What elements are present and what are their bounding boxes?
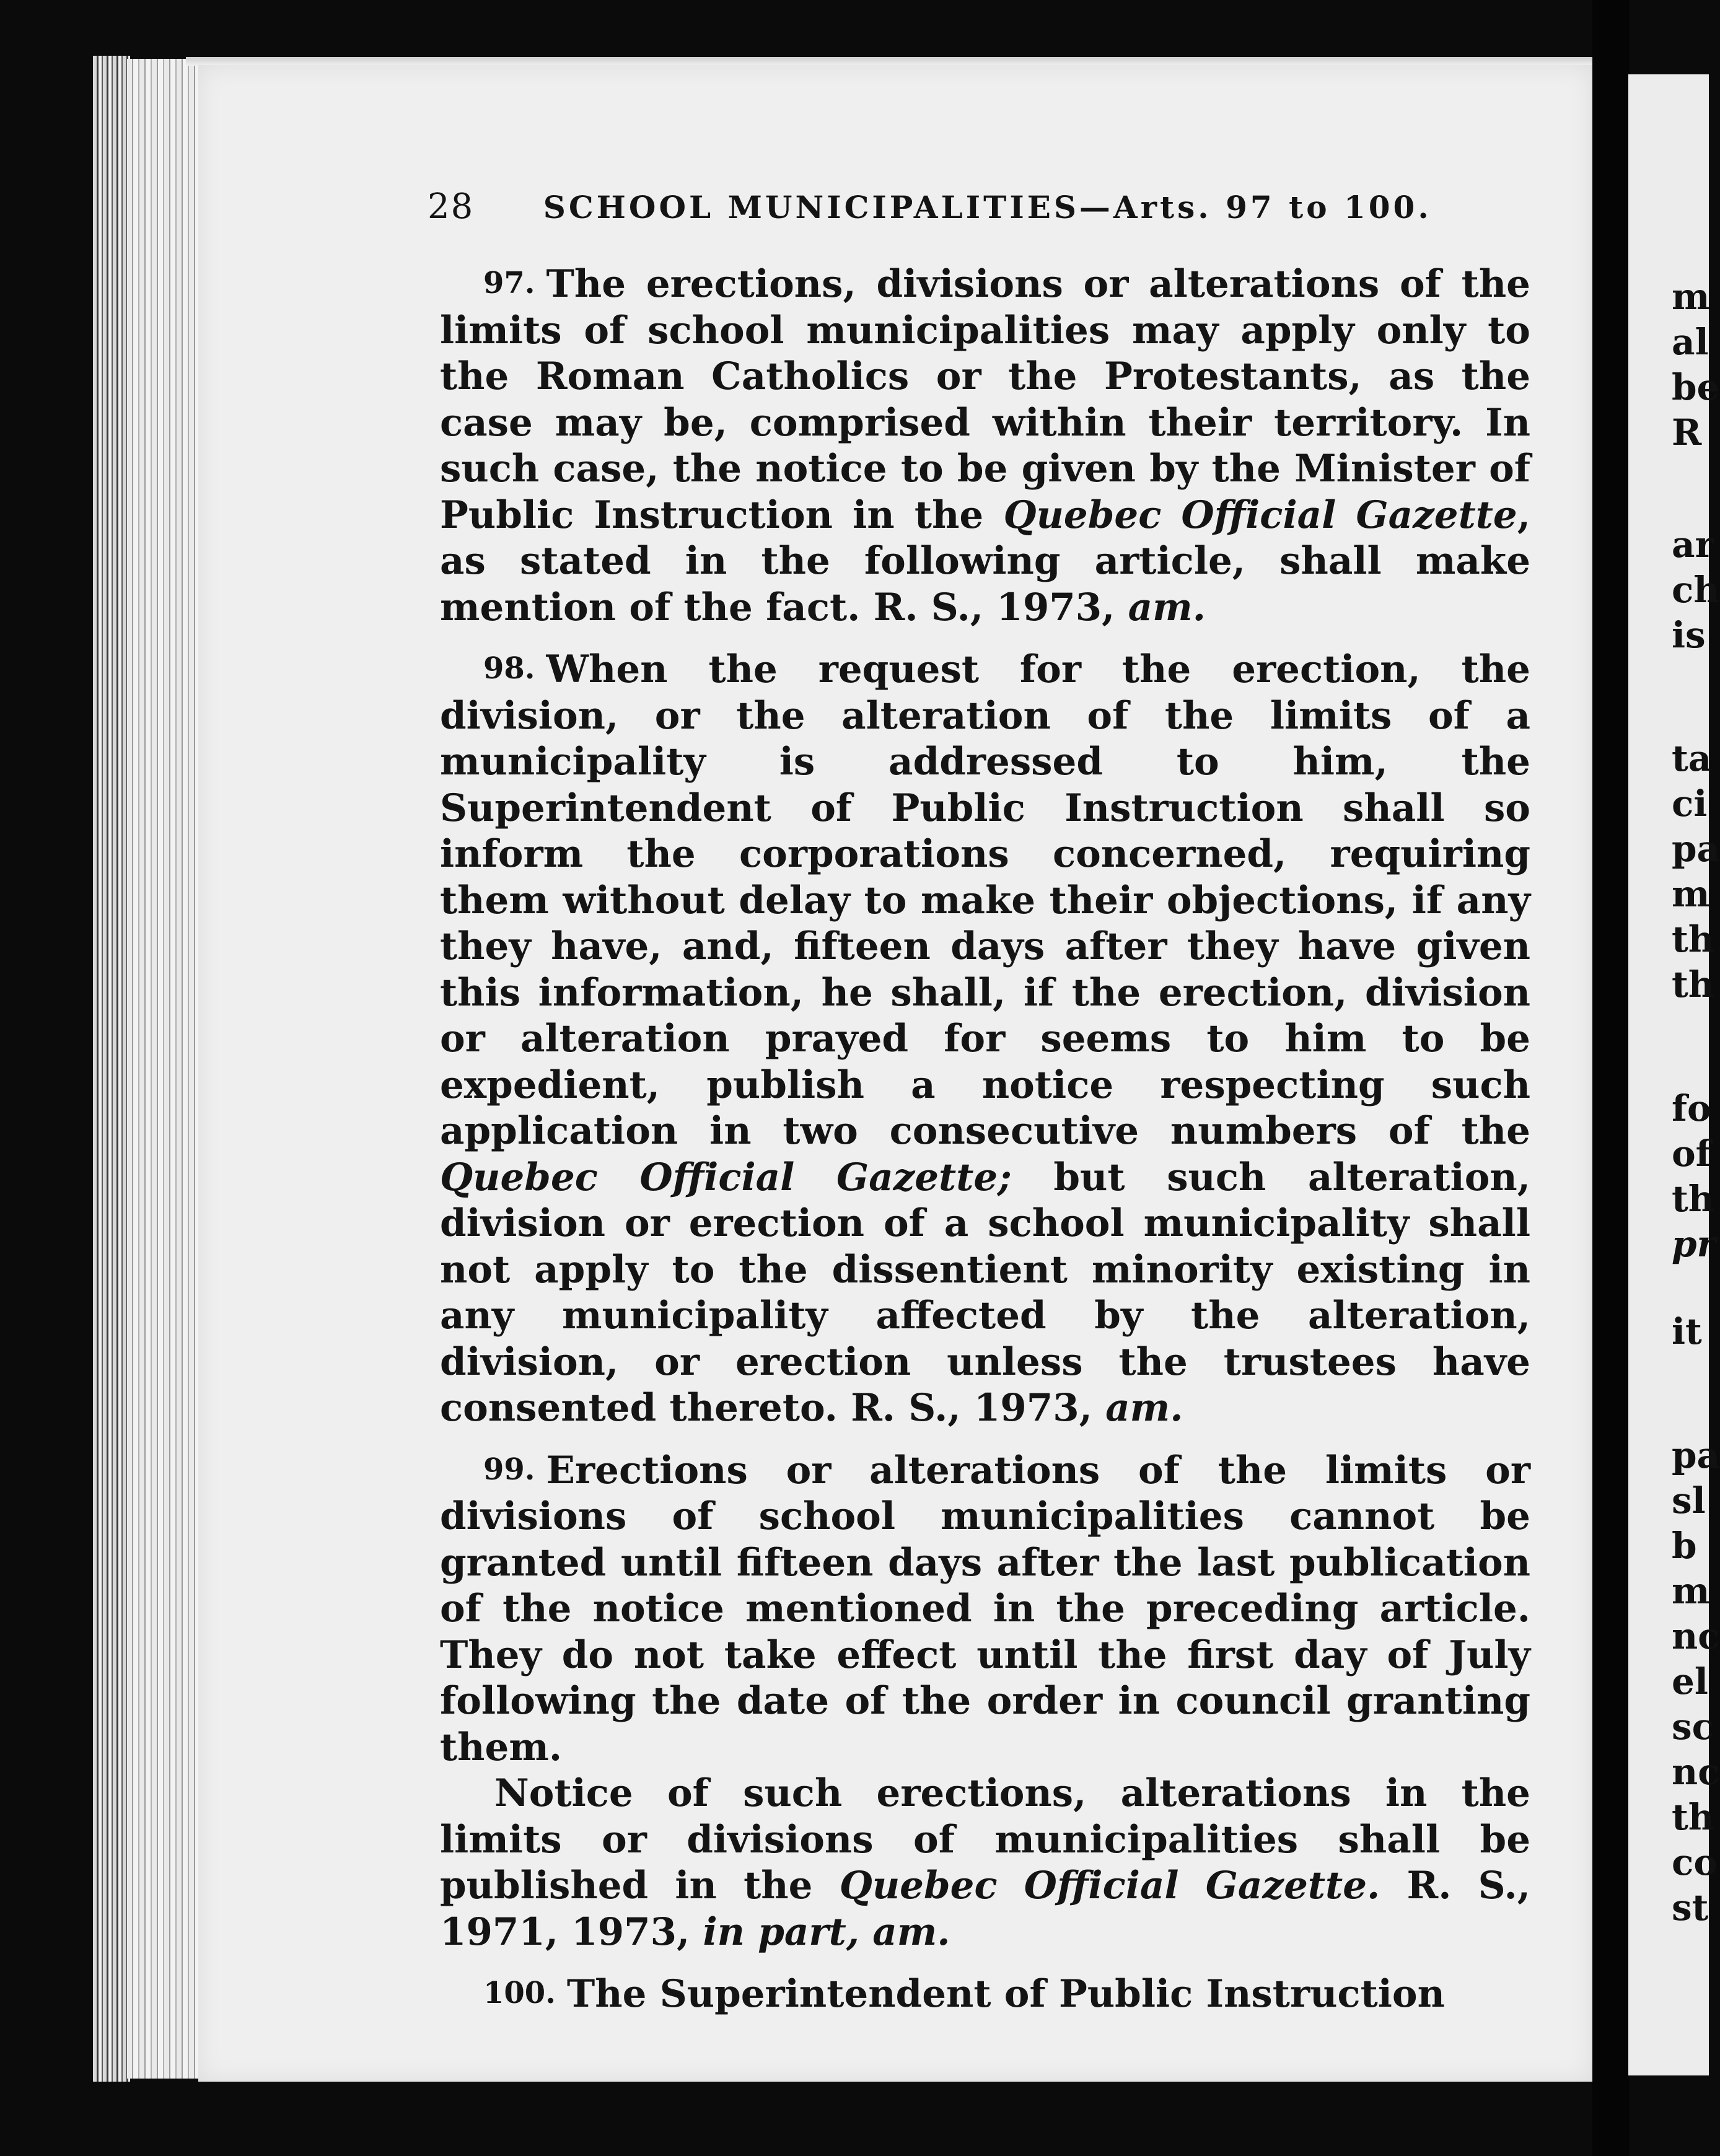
facing-page [1628, 74, 1720, 2075]
article-97: 97. The erections, divisions or alterations of the limits of school municipalities may apply only to the Roman Catholics or the Protestants, as the case may be, comprised within their territory. In such case, the notice to be given by the Minister of Public Instruction in the Quebec Official Gazette, as stated in the following article, shall make mention of the fact. R. S., 1973, am. [440, 262, 1530, 629]
facing-line: m [1672, 873, 1710, 915]
facing-line: th [1672, 918, 1714, 960]
book-page-edges [93, 56, 130, 2082]
facing-line: pa [1672, 1434, 1720, 1476]
article-99-notice: Notice of such erections, alterations in the limits or divisions of municipalities shall be published in the Quebec Official Gazette. R. S., 1971, 1973, in part, am. [440, 1771, 1531, 1954]
facing-line: st [1672, 1887, 1709, 1929]
facing-line: th [1672, 1796, 1714, 1838]
book-page-edges-inner [127, 59, 201, 2079]
facing-line: fo [1672, 1087, 1711, 1129]
facing-line: it [1672, 1310, 1702, 1352]
book-gutter [1592, 0, 1630, 2156]
facing-line: be [1672, 366, 1720, 408]
article-98: 98. When the request for the erection, the division, or the alteration of the limits of a municipality is addressed to him, the Superintendent of Public Instruction shall so inform the corporations concerned, requiring them without delay to make their objections, if any they have, and, fifteen days after they have given this information, he shall, if the erection, division or alteration prayed for seems to him to be expedient, publish a notice respecting such application in two consecutive numbers of the Quebec Official Gazette; but such alteration, division or erection of a school municipality shall not apply to the dissentient minority existing in any municipality affected by the alteration, division, or erection unless the trustees have consented thereto. R. S., 1973, am. [440, 647, 1531, 1430]
facing-line: b [1672, 1525, 1697, 1567]
article-100: 100. The Superintendent of Public Instruction [483, 1972, 1445, 2016]
facing-line: nc [1672, 1751, 1720, 1793]
facing-line: th [1672, 1178, 1714, 1220]
running-head-title: SCHOOL MUNICIPALITIES—Arts. 97 to 100. [543, 189, 1432, 226]
facing-line: nc [1672, 1615, 1720, 1657]
facing-line: R [1672, 411, 1702, 454]
running-head [428, 186, 1432, 227]
facing-line: co [1672, 1841, 1718, 1883]
page-top-edge [186, 57, 1599, 66]
facing-line: pa [1672, 828, 1720, 870]
article-number: 99. [483, 1452, 535, 1487]
facing-line: pr [1672, 1223, 1716, 1265]
page-text [440, 260, 1530, 2018]
article-number: 97. [483, 266, 535, 300]
facing-line: sl [1672, 1479, 1706, 1522]
article-number: 100. [483, 1976, 556, 2010]
facing-line: m [1672, 276, 1710, 318]
facing-line: th [1672, 963, 1714, 1006]
article-number: 98. [483, 651, 535, 686]
facing-line: ch [1672, 569, 1720, 611]
facing-line: is [1672, 614, 1706, 656]
article-99: 99. Erections or alterations of the limits or divisions of school municipalities cannot be granted until fifteen days after the last publication of the notice mentioned in the preceding article. They do not take effect until the first day of July following the date of the order in council granting them. [440, 1448, 1530, 1769]
facing-line: el [1672, 1660, 1708, 1702]
facing-line: of [1672, 1133, 1711, 1175]
facing-line: sc [1672, 1706, 1714, 1748]
facing-line: ta [1672, 737, 1712, 779]
facing-line: ci [1672, 782, 1708, 825]
facing-line: al [1672, 321, 1709, 363]
facing-line: m [1672, 1570, 1710, 1612]
page-number: 28 [428, 186, 475, 227]
facing-line: ar [1672, 524, 1714, 566]
